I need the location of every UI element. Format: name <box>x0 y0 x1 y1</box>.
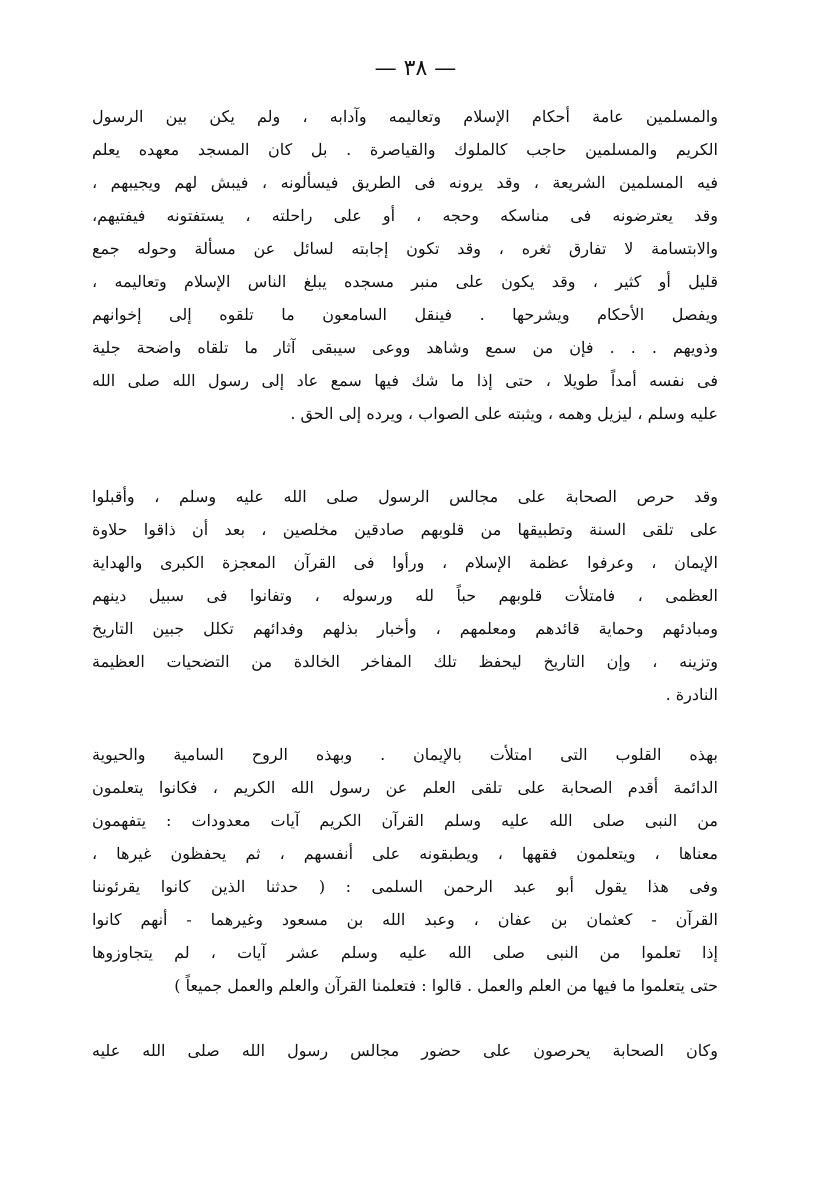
text-line: من النبى صلى الله عليه وسلم القرآن الكريم آيات معدودات : يتفهمون <box>92 811 718 830</box>
text-line: وتزينه ، وإن التاريخ ليحفظ تلك المفاخر الخالدة من التضحيات العظيمة <box>92 652 718 671</box>
paragraph-2 <box>92 480 718 711</box>
paragraph-4 <box>92 1034 718 1067</box>
text-line: الإيمان ، وعرفوا عظمة الإسلام ، ورأوا فى القرآن المعجزة الكبرى والهداية <box>92 553 718 572</box>
text-line: القرآن - كعثمان بن عفان ، وعبد الله بن مسعود وغيرهما - أنهم كانوا <box>92 910 718 929</box>
text-line: وكان الصحابة يحرصون على حضور مجالس رسول الله صلى الله عليه <box>92 1041 718 1060</box>
text-line: العظمى ، فامتلأت قلوبهم حباً لله ورسوله ، وتفانوا فى سبيل دينهم <box>92 586 718 605</box>
text-line: وقد حرص الصحابة على مجالس الرسول صلى الله عليه وسلم ، وأقبلوا <box>92 487 718 506</box>
text-line: فيه المسلمين الشريعة ، وقد يرونه فى الطريق فيسألونه ، فيبش لهم ويجيبهم ، <box>92 173 718 192</box>
text-line: حتى يتعلموا ما فيها من العلم والعمل . قالوا : فتعلمنا القرآن والعلم والعمل جميعاً ) <box>174 976 718 995</box>
text-line: الدائمة أقدم الصحابة على تلقى العلم عن رسول الله الكريم ، فكانوا يتعلمون <box>92 778 718 797</box>
paragraph-3 <box>92 738 718 1002</box>
text-line: على تلقى السنة وتطبيقها من قلوبهم صادقين مخلصين ، بعد أن ذاقوا حلاوة <box>92 520 718 539</box>
text-line: قليل أو كثير ، وقد يكون على منبر مسجده يبلغ الناس الإسلام وتعاليمه ، <box>92 272 718 291</box>
text-line: والمسلمين عامة أحكام الإسلام وتعاليمه وآدابه ، ولم يكن بين الرسول <box>92 107 718 126</box>
text-line: فى نفسه أمداً طويلا ، حتى إذا ما شك فيها سمع عاد إلى رسول الله صلى الله <box>92 371 718 390</box>
text-line: بهذه القلوب التى امتلأت بالإيمان . وبهذه الروح السامية والحيوية <box>92 745 718 764</box>
text-line: إذا تعلموا من النبى صلى الله عليه وسلم عشر آيات ، لم يتجاوزوها <box>92 943 718 962</box>
text-line: وذويهم . . . فإن من سمع وشاهد ووعى سيبقى آثار ما تلقاه واضحة جلية <box>92 338 718 357</box>
page-number: — ٣٨ — <box>374 56 457 81</box>
text-line: النادرة . <box>665 685 718 704</box>
text-line: ومبادئهم وحماية قائدهم ومعلمهم ، وأخبار بذلهم وفدائهم تكلل جبين التاريخ <box>92 619 718 638</box>
text-line: وقد يعترضونه فى مناسكه وحجه ، أو على راحلته ، يستفتونه فيفتيهم، <box>92 206 718 225</box>
text-line: الكريم والمسلمين حاجب كالملوك والقياصرة . بل كان المسجد معهده يعلم <box>92 140 718 159</box>
paragraph-1 <box>92 100 718 430</box>
text-line: والابتسامة لا تفارق ثغره ، وقد تكون إجابته لسائل عن مسألة وحوله جمع <box>92 239 718 258</box>
text-line: معناها ، ويتعلمون فقهها ، ويطبقونه على أنفسهم ، ثم يحفظون غيرها ، <box>92 844 718 863</box>
text-line: عليه وسلم ، ليزيل وهمه ، ويثبته على الصواب ، ويرده إلى الحق . <box>290 404 718 423</box>
text-line: ويفصل الأحكام ويشرحها . فينقل السامعون ما تلقوه إلى إخوانهم <box>92 305 718 324</box>
text-line: وفى هذا يقول أبو عبد الرحمن السلمى : ( حدثنا الذين كانوا يقرئوننا <box>92 877 718 896</box>
